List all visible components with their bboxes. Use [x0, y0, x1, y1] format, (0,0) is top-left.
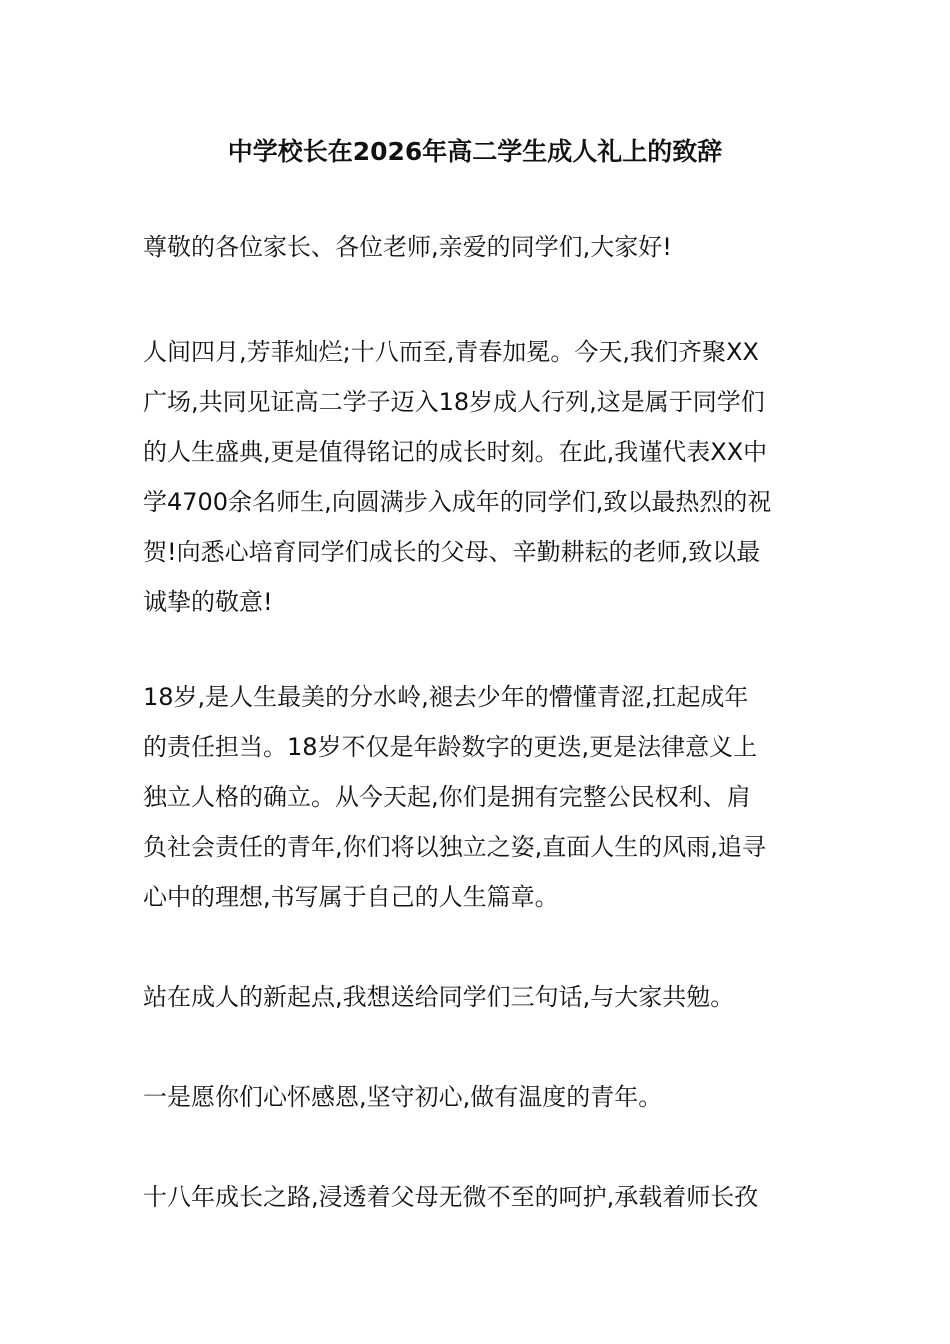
paragraph-line: 18岁,是人生最美的分水岭,褪去少年的懵懂青涩,扛起成年: [143, 683, 749, 711]
paragraph-line: 独立人格的确立。从今天起,你们是拥有完整公民权利、肩: [143, 783, 751, 811]
paragraph-line: 人间四月,芳菲灿烂;十八而至,青春加冕。今天,我们齐聚XX: [143, 338, 759, 366]
paragraph-line: 诚挚的敬意!: [143, 588, 273, 616]
paragraph-line: 一是愿你们心怀感恩,坚守初心,做有温度的青年。: [143, 1083, 663, 1111]
paragraph-line: 广场,共同见证高二学子迈入18岁成人行列,这是属于同学们: [143, 388, 765, 416]
paragraph-eighteen: [143, 672, 808, 922]
paragraph-line: 十八年成长之路,浸透着父母无微不至的呵护,承载着师长孜: [143, 1183, 759, 1211]
paragraph-line: 心中的理想,书写属于自己的人生篇章。: [143, 883, 559, 911]
paragraph-three-sentences: [143, 972, 808, 1022]
paragraph-line: 负社会责任的青年,你们将以独立之姿,直面人生的风雨,追寻: [143, 833, 766, 861]
paragraph-line: 贺!向悉心培育同学们成长的父母、辛勤耕耘的老师,致以最: [143, 538, 761, 566]
paragraph-line: 的责任担当。18岁不仅是年龄数字的更迭,更是法律意义上: [143, 733, 758, 761]
greeting-line: 尊敬的各位家长、各位老师,亲爱的同学们,大家好!: [143, 233, 672, 261]
document-title: 中学校长在2026年高二学生成人礼上的致辞: [227, 137, 723, 166]
paragraph-opening: [143, 327, 808, 627]
paragraph-line: 站在成人的新起点,我想送给同学们三句话,与大家共勉。: [143, 983, 735, 1011]
paragraph-line: 学4700余名师生,向圆满步入成年的同学们,致以最热烈的祝: [143, 488, 772, 516]
paragraph-gratitude: [143, 1172, 808, 1222]
paragraph-point-one: [143, 1072, 808, 1122]
greeting-paragraph: [143, 222, 808, 272]
paragraph-line: 的人生盛典,更是值得铭记的成长时刻。在此,我谨代表XX中: [143, 438, 768, 466]
